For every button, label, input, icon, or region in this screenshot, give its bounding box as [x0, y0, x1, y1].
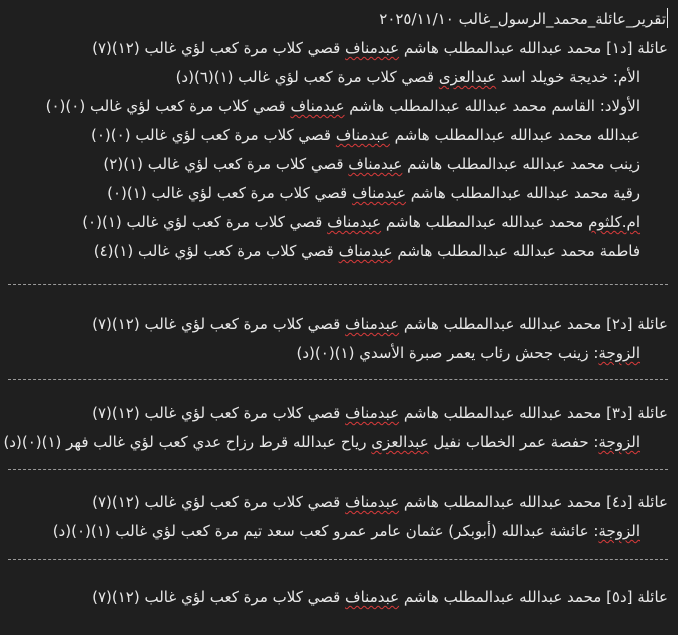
wife-line: الزوجة: حفصة عمر الخطاب نفيل عبدالعزى رياح عبدالله قرط رزاح عدي كعب لؤي غالب فهر (١)(٠)(د): [3, 433, 640, 451]
separator: [8, 559, 668, 560]
child-line: ام.كلثوم محمد عبدالله عبدالمطلب هاشم عبدمناف قصي كلاب مرة كعب لؤي غالب (١)(٠): [82, 213, 640, 231]
wife-line: الزوجة: عائشة عبدالله (أبوبكر) عثمان عامر عمرو كعب سعد تيم مرة كعب لؤي غالب (١)(٠)(د): [52, 522, 640, 540]
separator: [8, 284, 668, 285]
separator: [8, 379, 668, 380]
text-cursor: [667, 8, 668, 28]
family-header-5: عائلة [د٥] محمد عبدالله عبدالمطلب هاشم عبدمناف قصي كلاب مرة كعب لؤي غالب (١٢)(٧): [92, 588, 668, 606]
children-line: الأولاد: القاسم محمد عبدالله عبدالمطلب هاشم عبدمناف قصي كلاب مرة كعب لؤي غالب (٠)(٠): [45, 97, 640, 115]
child-line: فاطمة محمد عبدالله عبدالمطلب هاشم عبدمناف قصي كلاب مرة كعب لؤي غالب (١)(٤): [93, 242, 640, 260]
family-header-1: عائلة [د١] محمد عبدالله عبدالمطلب هاشم عبدمناف قصي كلاب مرة كعب لؤي غالب (١٢)(٧): [92, 39, 668, 57]
mother-line: الأم: خديجة خويلد اسد عبدالعزى قصي كلاب مرة كعب لؤي غالب (١)(٦)(د): [175, 68, 640, 86]
wife-line: الزوجة: زينب جحش رئاب يعمر صبرة الأسدي (١)(٠)(د): [296, 344, 640, 362]
report-title: تقرير_عائلة_محمد_الرسول_غالب ٢٠٢٥/١١/١٠: [379, 10, 666, 28]
family-header-4: عائلة [د٤] محمد عبدالله عبدالمطلب هاشم عبدمناف قصي كلاب مرة كعب لؤي غالب (١٢)(٧): [92, 493, 668, 511]
child-line: زينب محمد عبدالله عبدالمطلب هاشم عبدمناف قصي كلاب مرة كعب لؤي غالب (١)(٢): [103, 155, 640, 173]
family-header-3: عائلة [د٣] محمد عبدالله عبدالمطلب هاشم عبدمناف قصي كلاب مرة كعب لؤي غالب (١٢)(٧): [92, 404, 668, 422]
child-line: عبدالله محمد عبدالله عبدالمطلب هاشم عبدمناف قصي كلاب مرة كعب لؤي غالب (٠)(٠): [91, 126, 640, 144]
separator: [8, 469, 668, 470]
family-header-2: عائلة [د٢] محمد عبدالله عبدالمطلب هاشم عبدمناف قصي كلاب مرة كعب لؤي غالب (١٢)(٧): [92, 315, 668, 333]
child-line: رقية محمد عبدالله عبدالمطلب هاشم عبدمناف قصي كلاب مرة كعب لؤي غالب (١)(٠): [107, 184, 640, 202]
